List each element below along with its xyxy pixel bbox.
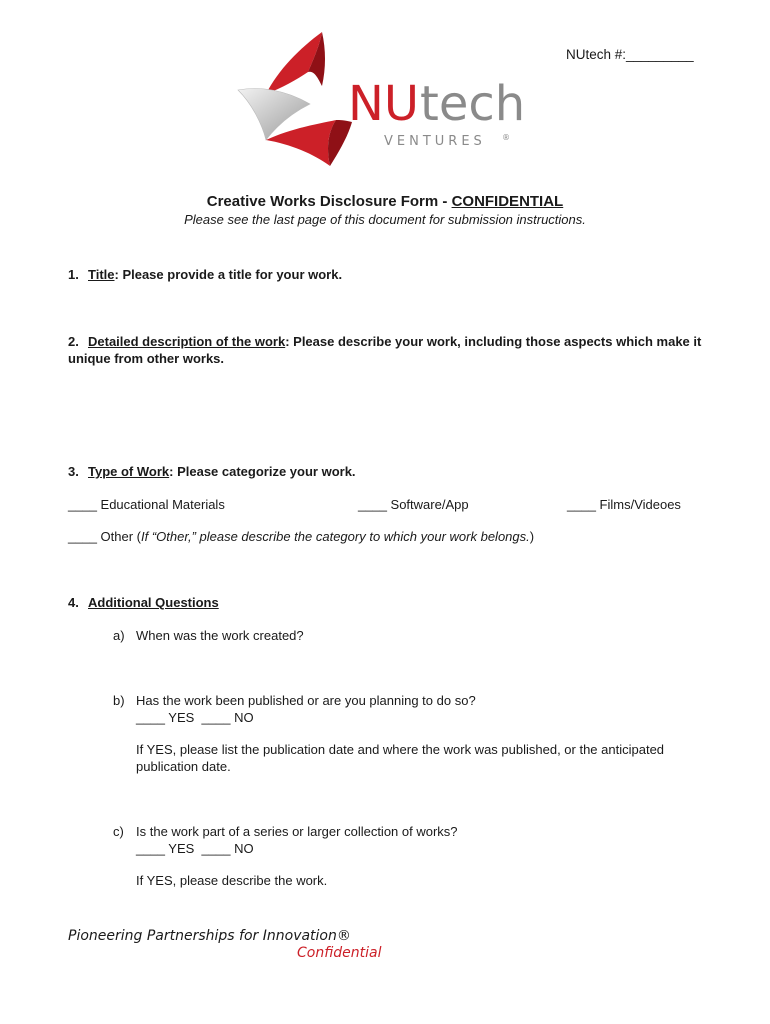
question-4c-text: Is the work part of a series or larger collection of works? (136, 824, 458, 839)
logo-nu-text: NU (348, 76, 420, 132)
question-4b-followup-line2: publication date. (136, 759, 231, 774)
option-other[interactable] (68, 529, 534, 544)
logo-registered-mark: ® (502, 133, 510, 142)
page-title-confidential: CONFIDENTIAL (451, 193, 564, 210)
question-4b-text: Has the work been published or are you planning to do so? (136, 693, 476, 708)
footer-confidential: Confidential (297, 945, 382, 961)
nutech-number-field: NUtech #:_________ (566, 47, 694, 62)
logo-tech-text: tech (420, 76, 526, 132)
option-software-app[interactable]: ____ Software/App (358, 497, 469, 512)
question-4a-text: When was the work created? (136, 628, 304, 643)
question-3-label: Type of Work (88, 464, 170, 479)
question-1-label: Title (88, 267, 115, 282)
option-other-instruction: If “Other,” please describe the category to which your work belongs. (141, 529, 530, 544)
logo-ventures-text: VENTURES (384, 134, 486, 149)
question-2-number: 2. (68, 334, 79, 349)
question-1-number: 1. (68, 267, 79, 282)
question-4c-followup: If YES, please describe the work. (136, 873, 328, 888)
question-1-text: : Please provide a title for your work. (114, 267, 343, 282)
question-4c-yes-no[interactable]: ____ YES ____ NO (136, 841, 254, 856)
question-2 (68, 333, 708, 367)
question-2-text: : Please describe your work, including those aspects which make it unique from other works. (68, 334, 702, 366)
question-4c (113, 824, 458, 839)
question-4 (68, 595, 219, 610)
page-title (0, 193, 770, 210)
option-films-videos[interactable]: ____ Films/Videoes (567, 497, 681, 512)
question-4b (113, 693, 476, 708)
question-3-number: 3. (68, 464, 79, 479)
option-educational-materials[interactable]: ____ Educational Materials (68, 497, 225, 512)
question-4a-letter: a) (113, 628, 125, 643)
question-2-label: Detailed description of the work (88, 334, 286, 349)
question-3 (68, 464, 356, 479)
question-4b-yes-no[interactable]: ____ YES ____ NO (136, 710, 254, 725)
question-4b-letter: b) (113, 693, 125, 708)
question-3-text: : Please categorize your work. (169, 464, 356, 479)
question-4a (113, 628, 304, 643)
footer-tagline: Pioneering Partnerships for Innovation® (68, 928, 351, 944)
question-4b-followup-line1: If YES, please list the publication date and where the work was published, or the anticipated (136, 742, 665, 757)
option-other-suffix: ) (529, 529, 535, 544)
question-4-label: Additional Questions (88, 595, 219, 610)
question-1 (68, 267, 342, 282)
logo-swirl-mark (238, 32, 352, 166)
nutech-ventures-logo (230, 28, 540, 170)
option-other-prefix: ____ Other ( (68, 529, 141, 544)
question-4c-letter: c) (113, 824, 124, 839)
question-4-number: 4. (68, 595, 79, 610)
page-title-prefix: Creative Works Disclosure Form - (206, 193, 452, 210)
page-subtitle: Please see the last page of this document for submission instructions. (184, 212, 586, 227)
